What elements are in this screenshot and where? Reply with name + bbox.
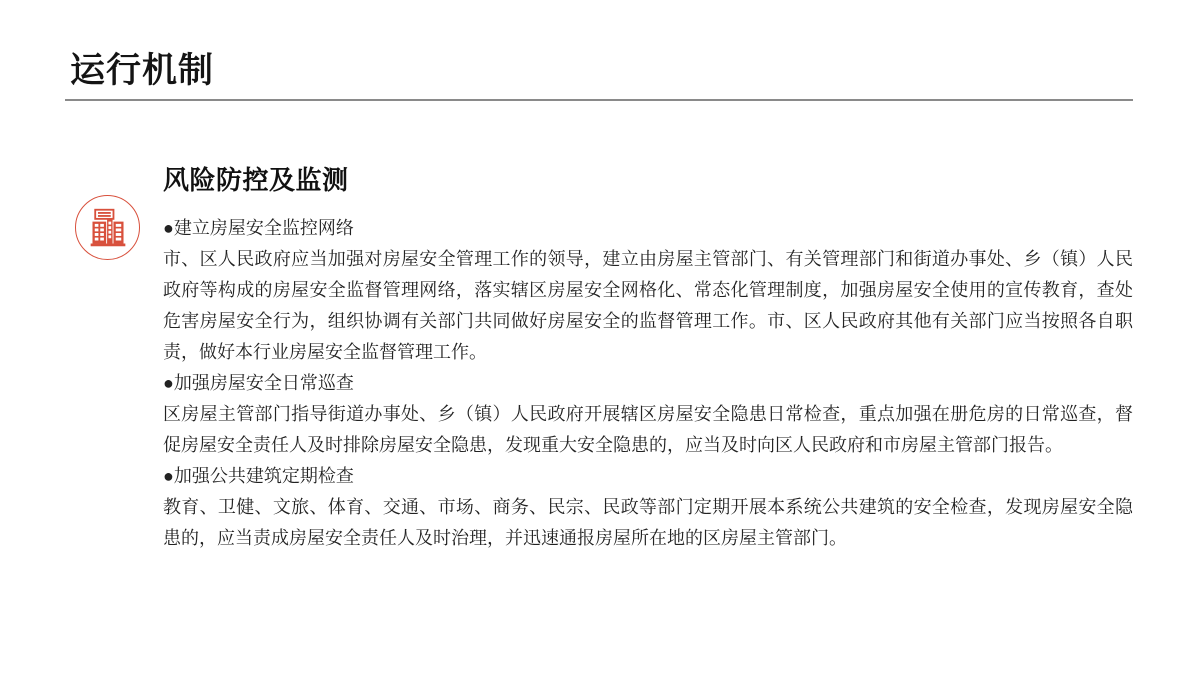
item-title: ●建立房屋安全监控网络 [163, 218, 354, 238]
section-heading: 风险防控及监测 [163, 165, 349, 195]
building-icon [86, 207, 130, 249]
building-icon-circle [75, 195, 140, 260]
item-title: ●加强公共建筑定期检查 [163, 466, 354, 486]
item-title: ●加强房屋安全日常巡查 [163, 373, 354, 393]
item-body: 教育、卫健、文旅、体育、交通、市场、商务、民宗、民政等部门定期开展本系统公共建筑的安全检查，发现房屋安全隐患的，应当责成房屋安全责任人及时治理，并迅速通报房屋所在地的区房屋主管部门。 [163, 497, 1133, 548]
list-item [163, 461, 1133, 554]
item-body: 市、区人民政府应当加强对房屋安全管理工作的领导，建立由房屋主管部门、有关管理部门和街道办事处、乡（镇）人民政府等构成的房屋安全监督管理网络，落实辖区房屋安全网格化、常态化管理制度，加强房屋安全使用的宣传教育，查处危害房屋安全行为，组织协调有关部门共同做好房屋安全的监督管理工作。市、区人民政府其他有关部门应当按照各自职责，做好本行业房屋安全监督管理工作。 [163, 249, 1133, 362]
section-content [163, 165, 1133, 554]
list-item [163, 213, 1133, 368]
list-item [163, 368, 1133, 461]
title-divider [65, 99, 1133, 101]
page-title: 运行机制 [70, 51, 215, 90]
item-body: 区房屋主管部门指导街道办事处、乡（镇）人民政府开展辖区房屋安全隐患日常检查，重点加强在册危房的日常巡查，督促房屋安全责任人及时排除房屋安全隐患，发现重大安全隐患的，应当及时向区人民政府和市房屋主管部门报告。 [163, 404, 1133, 455]
